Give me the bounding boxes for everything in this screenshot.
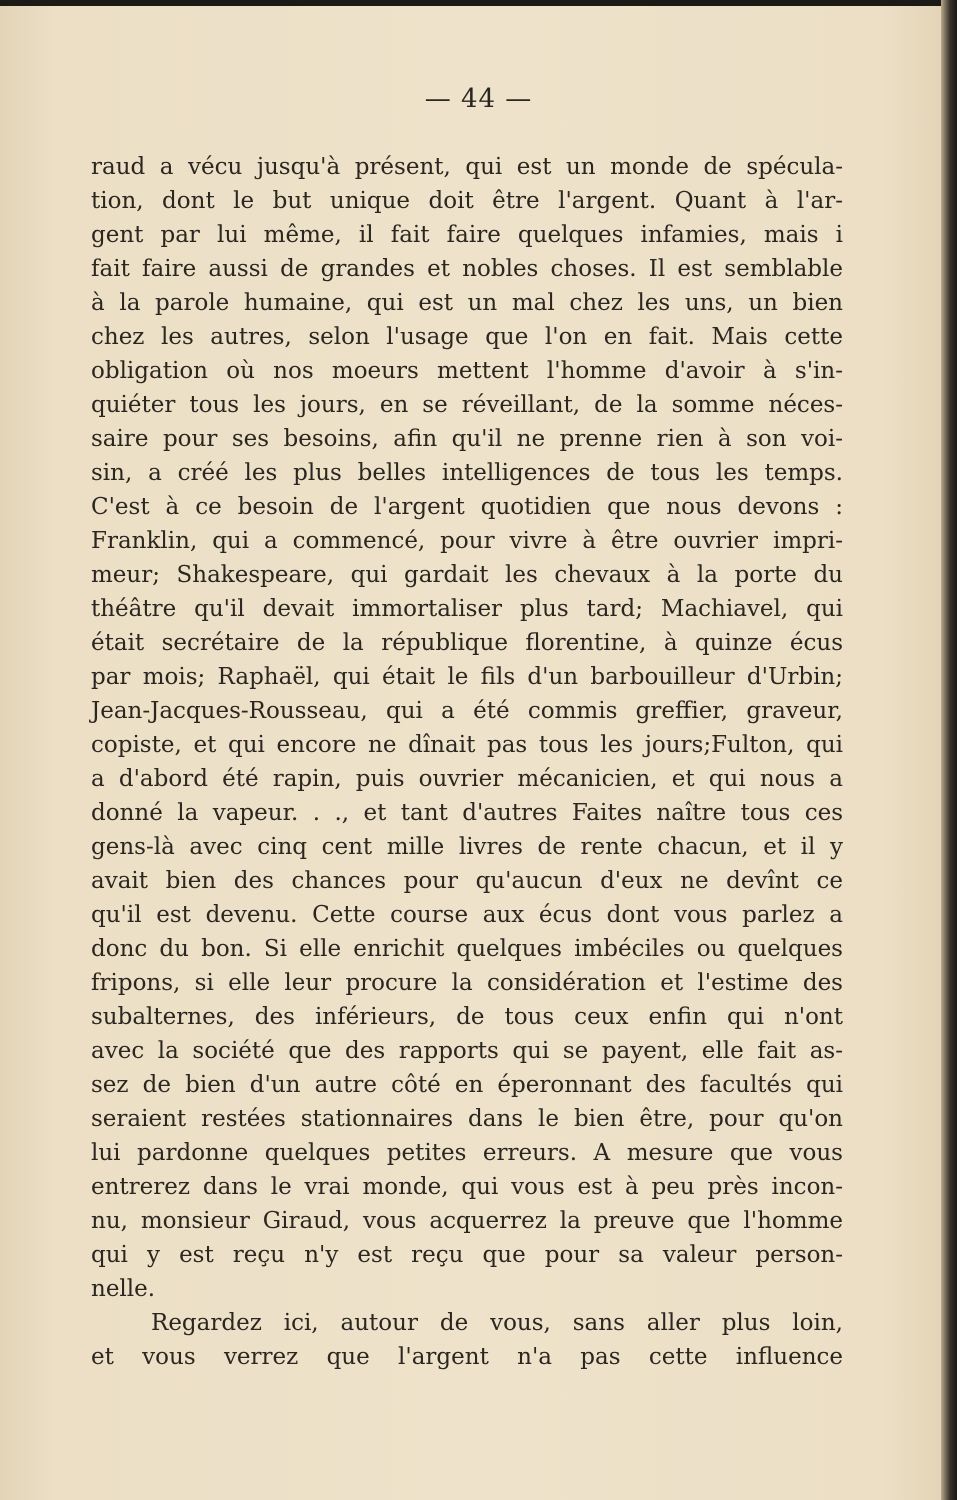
text-line: fait faire aussi de grandes et nobles choses. Il est semblable	[91, 256, 843, 282]
text-line: qui y est reçu n'y est reçu que pour sa valeur person-	[91, 1242, 843, 1268]
scan-right-edge	[941, 0, 957, 1500]
text-line: sez de bien d'un autre côté en éperonnant des facultés qui	[91, 1072, 843, 1098]
text-line: copiste, et qui encore ne dînait pas tous les jours;Fulton, qui	[91, 732, 843, 758]
text-line: nu, monsieur Giraud, vous acquerrez la preuve que l'homme	[91, 1208, 843, 1234]
text-line: gens-là avec cinq cent mille livres de rente chacun, et il y	[91, 834, 843, 860]
text-line: quiéter tous les jours, en se réveillant, de la somme néces-	[91, 392, 843, 418]
scan-top-edge	[0, 0, 957, 6]
text-line: seraient restées stationnaires dans le bien être, pour qu'on	[91, 1106, 843, 1132]
text-line: était secrétaire de la république florentine, à quinze écus	[91, 630, 843, 656]
text-line: C'est à ce besoin de l'argent quotidien que nous devons :	[91, 494, 843, 520]
text-line: théâtre qu'il devait immortaliser plus tard; Machiavel, qui	[91, 596, 843, 622]
text-line: lui pardonne quelques petites erreurs. A mesure que vous	[91, 1140, 843, 1166]
text-line: avait bien des chances pour qu'aucun d'eux ne devînt ce	[91, 868, 843, 894]
text-line: qu'il est devenu. Cette course aux écus dont vous parlez a	[91, 902, 843, 928]
text-line: avec la société que des rapports qui se payent, elle fait as-	[91, 1038, 843, 1064]
text-line: fripons, si elle leur procure la considération et l'estime des	[91, 970, 843, 996]
text-line: sin, a créé les plus belles intelligences de tous les temps.	[91, 460, 843, 486]
text-line: nelle.	[91, 1276, 156, 1302]
text-line: entrerez dans le vrai monde, qui vous est à peu près incon-	[91, 1174, 843, 1200]
text-line: donné la vapeur. . ., et tant d'autres Faites naître tous ces	[91, 800, 843, 826]
text-line: tion, dont le but unique doit être l'argent. Quant à l'ar-	[91, 188, 843, 214]
text-line: Jean-Jacques-Rousseau, qui a été commis greffier, graveur,	[91, 698, 843, 724]
text-line: Franklin, qui a commencé, pour vivre à être ouvrier impri-	[91, 528, 843, 554]
text-line: Regardez ici, autour de vous, sans aller plus loin,	[151, 1310, 843, 1336]
text-line: obligation où nos moeurs mettent l'homme d'avoir à s'in-	[91, 358, 843, 384]
text-line: par mois; Raphaël, qui était le fils d'un barbouilleur d'Urbin;	[91, 664, 843, 690]
text-line: raud a vécu jusqu'à présent, qui est un monde de spécula-	[91, 154, 843, 180]
text-line: gent par lui même, il fait faire quelques infamies, mais i	[91, 222, 843, 248]
text-line: subalternes, des inférieurs, de tous ceux enfin qui n'ont	[91, 1004, 843, 1030]
text-line: et vous verrez que l'argent n'a pas cette influence	[91, 1344, 843, 1370]
text-line: saire pour ses besoins, afin qu'il ne prenne rien à son voi-	[91, 426, 843, 452]
body-text	[91, 150, 843, 1374]
text-line: à la parole humaine, qui est un mal chez les uns, un bien	[91, 290, 843, 316]
page-number: — 44 —	[424, 84, 533, 114]
text-line: chez les autres, selon l'usage que l'on en fait. Mais cette	[91, 324, 843, 350]
text-line: meur; Shakespeare, qui gardait les chevaux à la porte du	[91, 562, 843, 588]
text-line: a d'abord été rapin, puis ouvrier mécanicien, et qui nous a	[91, 766, 843, 792]
text-line: donc du bon. Si elle enrichit quelques imbéciles ou quelques	[91, 936, 843, 962]
